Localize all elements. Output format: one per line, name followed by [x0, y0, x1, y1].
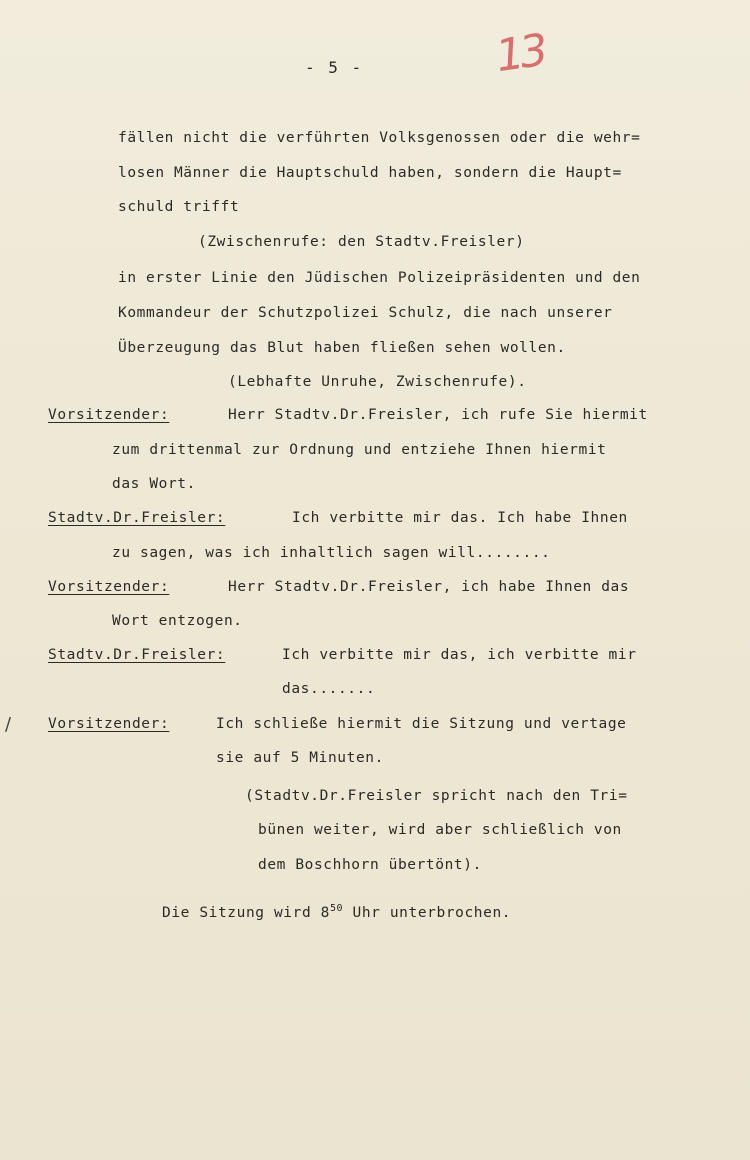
text-line: fällen nicht die verführten Volksgenossen oder die wehr=	[118, 130, 641, 146]
interjection: (Zwischenrufe: den Stadtv.Freisler)	[198, 234, 525, 250]
closing-text-pre: Die Sitzung wird 8	[162, 905, 330, 921]
text-line: das.......	[282, 681, 376, 697]
speaker-label: Vorsitzender:	[48, 579, 170, 595]
text-line: das Wort.	[112, 476, 196, 492]
text-line: zum drittenmal zur Ordnung und entziehe Ihnen hiermit	[112, 442, 607, 458]
text-line: Herr Stadtv.Dr.Freisler, ich rufe Sie hiermit	[228, 407, 648, 423]
text-line: losen Männer die Hauptschuld haben, sondern die Haupt=	[118, 165, 622, 181]
text-line: Wort entzogen.	[112, 613, 243, 629]
stage-note: bünen weiter, wird aber schließlich von	[258, 822, 622, 838]
text-line: Herr Stadtv.Dr.Freisler, ich habe Ihnen das	[228, 579, 630, 595]
text-line: in erster Linie den Jüdischen Polizeipräsidenten und den	[118, 270, 641, 286]
interjection: (Lebhafte Unruhe, Zwischenrufe).	[228, 374, 527, 390]
text-line: Ich schließe hiermit die Sitzung und vertage	[216, 716, 627, 732]
margin-mark: /	[5, 714, 12, 735]
text-line: sie auf 5 Minuten.	[216, 750, 384, 766]
closing-text-post: Uhr unterbrochen.	[343, 905, 512, 921]
text-line: Ich verbitte mir das, ich verbitte mir	[282, 647, 637, 663]
text-line: Kommandeur der Schutzpolizei Schulz, die nach unserer	[118, 305, 613, 321]
page-number: - 5 -	[305, 58, 364, 77]
text-line: schuld trifft	[118, 199, 240, 215]
text-line: Ich verbitte mir das. Ich habe Ihnen	[292, 510, 628, 526]
stage-note: dem Boschhorn übertönt).	[258, 857, 482, 873]
text-line: zu sagen, was ich inhaltlich sagen will........	[112, 545, 551, 561]
stage-note: (Stadtv.Dr.Freisler spricht nach den Tri=	[245, 788, 628, 804]
closing-time-superscript: 50	[329, 903, 344, 915]
speaker-label: Stadtv.Dr.Freisler:	[48, 510, 226, 526]
speaker-label: Vorsitzender:	[48, 716, 170, 732]
folio-number: 13	[492, 24, 548, 83]
text-line: Überzeugung das Blut haben fließen sehen wollen.	[118, 340, 566, 356]
closing-line	[162, 903, 511, 923]
speaker-label: Vorsitzender:	[48, 407, 170, 423]
speaker-label: Stadtv.Dr.Freisler:	[48, 647, 226, 663]
